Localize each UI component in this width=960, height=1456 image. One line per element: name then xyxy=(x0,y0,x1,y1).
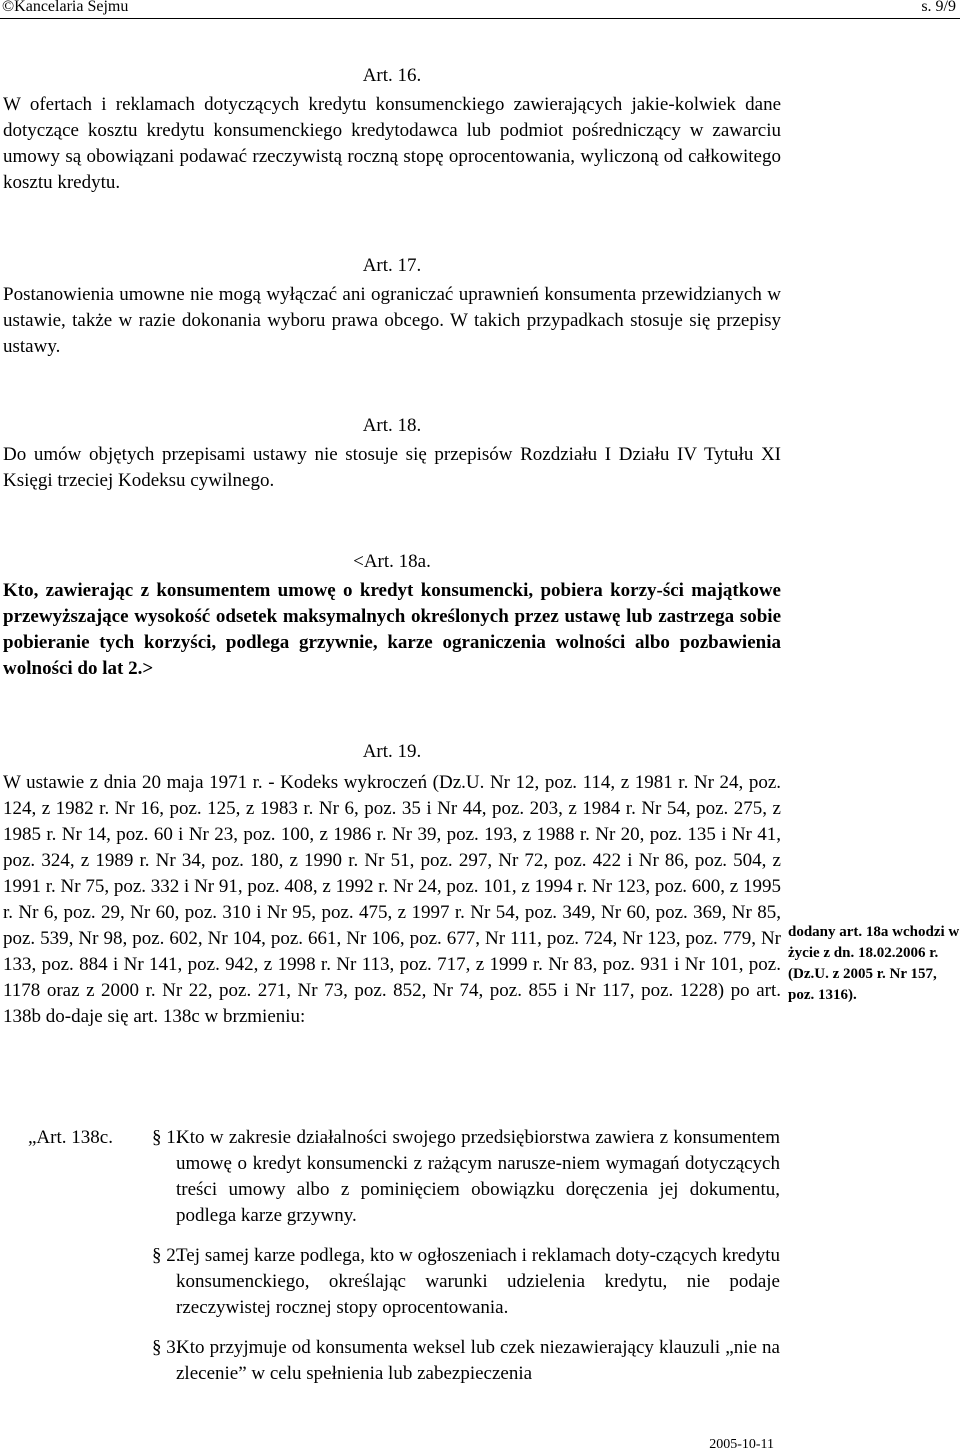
art-17-text: Postanowienia umowne nie mogą wyłączać ani ograniczać uprawnień konsumenta przewidzianych w ustawie, także w razie dokonania wyboru prawa obcego. W takich przypadkach stosuje się przepisy ustawy. xyxy=(3,284,781,357)
paragraph-number: § 1. xyxy=(152,1127,181,1148)
art-19-text: W ustawie z dnia 20 maja 1971 r. - Kodeks wykroczeń (Dz.U. Nr 12, poz. 114, z 1981 r. Nr 24, poz. 124, z 1982 r. Nr 16, poz. 125, z 1983 r. Nr 6, poz. 35 i Nr 44, poz. 203, z 1984 r. Nr 54, poz. 275, z 1985 r. Nr 14, poz. 60 i Nr 23, poz. 100, z 1986 r. Nr 39, poz. 193, z 1988 r. Nr 20, poz. 135 i Nr 41, poz. 324, z 1989 r. Nr 34, poz. 180, z 1990 r. Nr 51, poz. 297, Nr 72, poz. 422 i Nr 86, poz. 504, z 1991 r. Nr 75, poz. 332 i Nr 91, poz. 408, z 1992 r. Nr 24, poz. 101, z 1994 r. Nr 123, poz. 600, z 1995 r. Nr 6, poz. 29, Nr 60, poz. 310 i Nr 95, poz. 475, z 1997 r. Nr 54, poz. 349, Nr 60, poz. 369, Nr 85, poz. 539, Nr 98, poz. 602, Nr 104, poz. 661, Nr 106, poz. 677, Nr 111, poz. 724, Nr 123, poz. 779, Nr 133, poz. 884 i Nr 141, poz. 942, z 1998 r. Nr 113, poz. 717, z 1999 r. Nr 83, poz. 931 i Nr 101, poz. 1178 oraz z 2000 r. Nr 22, poz. 271, Nr 73, poz. 852, Nr 74, poz. 855 i Nr 117, poz. 1228) po art. 138b do-daje się art. 138c w brzmieniu: xyxy=(3,772,781,1027)
art-18a-title: <Art. 18a. xyxy=(353,551,431,572)
art-18a-text: Kto, zawierając z konsumentem umowę o kredyt konsumencki, pobiera korzy-ści majątkowe przewyższające wysokość odsetek maksymalnych określonych przez ustawę lub zastrzega sobie pobieranie tych korzyści, podlega grzywnie, karze ograniczenia wolności albo pozbawienia wolności do lat 2.> xyxy=(3,580,781,679)
art-18-title: Art. 18. xyxy=(362,415,422,436)
quote-lead: „Art. 138c. xyxy=(28,1127,113,1148)
margin-note: dodany art. 18a wchodzi w życie z dn. 18.02.2006 r. (Dz.U. z 2005 r. Nr 157, poz. 1316). xyxy=(788,924,960,1003)
main-content xyxy=(3,60,781,1030)
art-16-title: Art. 16. xyxy=(362,65,422,86)
page-number: s. 9/9 xyxy=(921,0,956,15)
quote-paragraph-3 xyxy=(28,1335,780,1387)
quote-paragraph-2 xyxy=(28,1243,780,1321)
quoted-article xyxy=(28,1125,780,1387)
footer-date: 2005-10-11 xyxy=(709,1437,774,1452)
page-header xyxy=(0,0,960,19)
art-17-title: Art. 17. xyxy=(362,255,422,276)
paragraph-text: Kto w zakresie działalności swojego przedsiębiorstwa zawiera z konsumentem umowę o kredyt konsumencki z rażącym narusze-niem wymagań dotyczących treści umowy albo z pominięciem obowiązku doręczenia jej dokumentu, podlega karze grzywny. xyxy=(176,1127,780,1226)
copyright-text: ©Kancelaria Sejmu xyxy=(2,0,129,15)
quote-paragraph-1 xyxy=(28,1125,780,1229)
art-18-text: Do umów objętych przepisami ustawy nie stosuje się przepisów Rozdziału I Działu IV Tytułu XI Księgi trzeciej Kodeksu cywilnego. xyxy=(3,444,781,491)
art-16-text: W ofertach i reklamach dotyczących kredytu konsumenckiego zawierających jakie-kolwiek dane dotyczące kosztu kredytu konsumenckiego kredytodawca lub podmiot pośredniczący w zawarciu umowy są obowiązani podawać rzeczywistą roczną stopę oprocentowania, wyliczoną od całkowitego kosztu kredytu. xyxy=(3,94,781,193)
art-19-title: Art. 19. xyxy=(362,741,422,762)
paragraph-text: Kto przyjmuje od konsumenta weksel lub czek niezawierający klauzuli „nie na zlecenie” w celu spełnienia lub zabezpieczenia xyxy=(176,1337,780,1384)
paragraph-number: § 2. xyxy=(152,1245,181,1266)
paragraph-number: § 3. xyxy=(152,1337,181,1358)
paragraph-text: Tej samej karze podlega, kto w ogłoszeniach i reklamach doty-czących kredytu konsumenckiego, określając warunki udzielenia kredytu, nie podaje rzeczywistej rocznej stopy oprocentowania. xyxy=(176,1245,780,1318)
